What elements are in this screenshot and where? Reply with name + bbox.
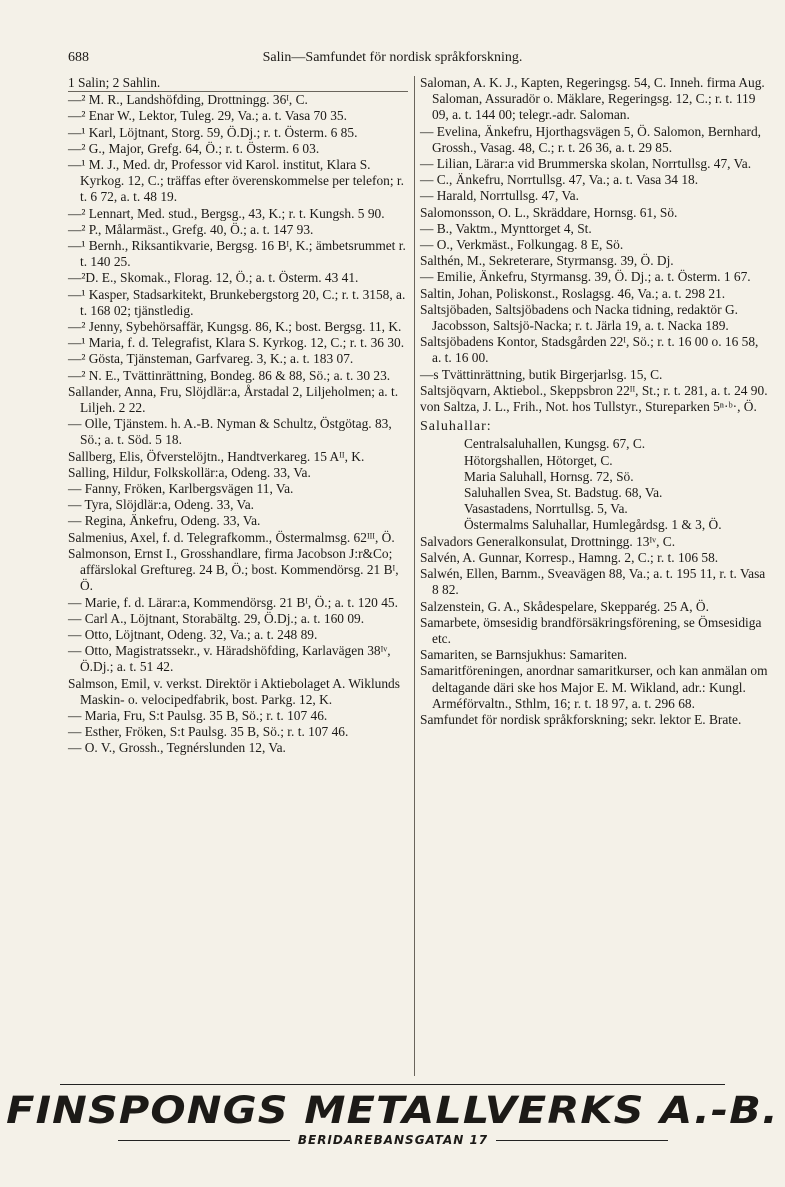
list-item: —s Tvättinrättning, butik Birgerjarlsg. 15, C. — [420, 366, 663, 382]
list-item: Salzenstein, G. A., Skådespelare, Skepparég. 25 A, Ö. — [420, 598, 709, 614]
list-item: —² M. R., Landshöfding, Drottningg. 36ᴵ, C. — [68, 92, 308, 108]
advertisement-title: FINSPONGS METALLVERKS A.-B. — [6, 1089, 779, 1132]
list-item: 1 Salin; 2 Sahlin. — [68, 75, 408, 92]
column-divider — [414, 76, 415, 1076]
list-item: —² Enar W., Lektor, Tuleg. 29, Va.; a. t. Vasa 70 35. — [68, 108, 347, 124]
right-column — [420, 75, 770, 728]
list-item: —² Lennart, Med. stud., Bergsg., 43, K.; r. t. Kungsh. 5 90. — [68, 205, 385, 221]
list-item: — B., Vaktm., Mynttorget 4, St. — [420, 220, 592, 236]
divider — [118, 1140, 290, 1141]
list-item: — O. V., Grossh., Tegnérslunden 12, Va. — [68, 740, 286, 756]
advertisement-address: BERIDAREBANSGATAN 17 — [297, 1133, 489, 1147]
page-header — [0, 50, 785, 72]
list-item: — Tyra, Slöjdlär:a, Odeng. 33, Va. — [68, 497, 255, 513]
list-item: — Otto, Magistratssekr., v. Häradshöfding, Karlavägen 38ᴵᵛ, Ö.Dj.; a. t. 51 42. — [68, 643, 391, 675]
list-item: — Carl A., Löjtnant, Storabältg. 29, Ö.Dj.; a. t. 160 09. — [68, 610, 365, 626]
list-item: Salmonson, Ernst I., Grosshandlare, firma Jacobson J:r&Co; affärslokal Greftureg. 24 B, Ö.; bost. Kommendörsg. 21 Bᴵ, Ö. — [68, 545, 399, 594]
list-item: —² Gösta, Tjänsteman, Garfvareg. 3, K.; a. t. 183 07. — [68, 351, 354, 367]
list-item: Saluhallen Svea, St. Badstug. 68, Va. — [464, 485, 663, 501]
list-item: — Harald, Norrtullsg. 47, Va. — [420, 188, 579, 204]
list-item: Salling, Hildur, Folkskollär:a, Odeng. 33, Va. — [68, 464, 311, 480]
list-item: — Olle, Tjänstem. h. A.-B. Nyman & Schultz, Östgötag. 83, Sö.; a. t. Söd. 5 18. — [68, 416, 392, 448]
list-item: — Lilian, Lärar:a vid Brummerska skolan, Norrtullsg. 47, Va. — [420, 156, 752, 172]
list-item: —¹ Bernh., Riksantikvarie, Bergsg. 16 Bᴵ, K.; ämbetsrummet r. t. 140 25. — [68, 238, 406, 270]
list-item: Salomonsson, O. L., Skräddare, Hornsg. 61, Sö. — [420, 204, 678, 220]
list-item: Samaritföreningen, anordnar samaritkurser, och kan anmälan om deltagande däri ske hos Major E. M. Wikland, adr.: Kungl. Arméförvaltn., Sthlm, 16; r. t. 18 97, a. t. 296 68. — [420, 663, 768, 711]
list-item: Salvén, A. Gunnar, Korresp., Hamng. 2, C.; r. t. 106 58. — [420, 549, 719, 565]
list-item: Samarbete, ömsesidig brandförsäkringsförening, se Ömsesidiga etc. — [420, 614, 762, 646]
list-item: Sallberg, Elis, Öfverstelöjtn., Handtverkareg. 15 Aᴵᴵ, K. — [68, 448, 365, 464]
list-item: Salwén, Ellen, Barnm., Sveavägen 88, Va.; a. t. 195 11, r. t. Vasa 8 82. — [420, 566, 766, 598]
list-item: — Marie, f. d. Lärar:a, Kommendörsg. 21 Bᴵ, Ö.; a. t. 120 45. — [68, 594, 398, 610]
list-item: —¹ Kasper, Stadsarkitekt, Brunkebergstorg 20, C.; r. t. 3158, a. t. 168 02; tjänstledig. — [68, 286, 406, 318]
list-item: — Regina, Änkefru, Odeng. 33, Va. — [68, 513, 261, 529]
list-item: Sallander, Anna, Fru, Slöjdlär:a, Årstadal 2, Liljeholmen; a. t. Liljeh. 2 22. — [68, 383, 399, 416]
list-item: —²D. E., Skomak., Florag. 12, Ö.; a. t. Österm. 43 41. — [68, 270, 359, 286]
list-item: Salmson, Emil, v. verkst. Direktör i Aktiebolaget A. Wiklunds Maskin- o. velocipedfabrik, bost. Parkg. 12, K. — [68, 675, 400, 707]
list-item: Salthén, M., Sekreterare, Styrmansg. 39, Ö. Dj. — [420, 253, 674, 269]
list-item: — Evelina, Änkefru, Hjorthagsvägen 5, Ö. Salomon, Bernhard, Grossh., Vasag. 48, C.; r. t. 26 36, a. t. 29 85. — [420, 123, 762, 155]
list-item: Centralsaluhallen, Kungsg. 67, C. — [464, 436, 646, 452]
advertisement-address-row — [118, 1132, 668, 1148]
section-heading: Saluhallar: — [420, 419, 492, 435]
list-item: — Fanny, Fröken, Karlbergsvägen 11, Va. — [68, 481, 294, 497]
list-item: —² N. E., Tvättinrättning, Bondeg. 86 & 88, Sö.; a. t. 30 23. — [68, 367, 391, 383]
list-item: Saltin, Johan, Poliskonst., Roslagsg. 46, Va.; a. t. 298 21. — [420, 285, 726, 301]
list-item: —¹ Karl, Löjtnant, Storg. 59, Ö.Dj.; r. t. Österm. 6 85. — [68, 124, 358, 140]
left-column — [68, 75, 408, 757]
list-item: —² P., Målarmäst., Grefg. 40, Ö.; a. t. 147 93. — [68, 221, 314, 237]
list-item: Saltsjöbaden, Saltsjöbadens och Nacka tidning, redaktör G. Jacobsson, Saltsjö-Nacka; r. t. Järla 19, a. t. Nacka 189. — [420, 301, 738, 334]
list-item: von Saltza, J. L., Frih., Not. hos Tullstyr., Stureparken 5ⁿ·ᵇ·, Ö. — [420, 399, 757, 415]
list-item: Saloman, A. K. J., Kapten, Regeringsg. 54, C. Inneh. firma Aug. Saloman, Assuradör o. Mäklare, Regeringsg. 12, C.; r. t. 119 09, a. t. 144 00; telegr.-adr. Saloman. — [420, 75, 765, 123]
list-item: Samfundet för nordisk språkforskning; sekr. lektor E. Brate. — [420, 711, 742, 727]
running-title: Salin—Samfundet för nordisk språkforskning. — [262, 50, 523, 65]
list-item: — Emilie, Änkefru, Styrmansg. 39, Ö. Dj.; a. t. Österm. 1 67. — [420, 269, 751, 285]
list-item: —² G., Major, Grefg. 64, Ö.; r. t. Österm. 6 03. — [68, 140, 320, 156]
divider — [496, 1140, 668, 1141]
list-item: Saltsjöbadens Kontor, Stadsgården 22ᴵ, Sö.; r. t. 16 00 o. 16 58, a. t. 16 00. — [420, 334, 759, 366]
list-item: Salvadors Generalkonsulat, Drottningg. 13ᴵᵛ, C. — [420, 533, 676, 549]
list-item: — Otto, Löjtnant, Odeng. 32, Va.; a. t. 248 89. — [68, 626, 318, 642]
list-item: Vasastadens, Norrtullsg. 5, Va. — [464, 501, 628, 517]
list-item: Östermalms Saluhallar, Humlegårdsg. 1 & 3, Ö. — [464, 517, 722, 533]
list-item: Salmenius, Axel, f. d. Telegrafkomm., Östermalmsg. 62ᴵᴵᴵ, Ö. — [68, 529, 395, 545]
list-item: Hötorgshallen, Hötorget, C. — [464, 452, 613, 468]
list-item: —¹ M. J., Med. dr, Professor vid Karol. institut, Klara S. Kyrkog. 12, C.; träffas efter överenskommelse per telefon; r. t. 6 72, a. t. 48 19. — [68, 157, 405, 205]
advertisement-top-rule — [60, 1084, 725, 1085]
list-item: Saltsjöqvarn, Aktiebol., Skeppsbron 22ᴵᴵ, St.; r. t. 281, a. t. 24 90. — [420, 382, 768, 398]
list-item: —¹ Maria, f. d. Telegrafist, Klara S. Kyrkog. 12, C.; r. t. 36 30. — [68, 335, 405, 351]
list-item: —² Jenny, Sybehörsaffär, Kungsg. 86, K.; bost. Bergsg. 11, K. — [68, 319, 402, 335]
list-item: Maria Saluhall, Hornsg. 72, Sö. — [464, 468, 634, 484]
list-item: — Maria, Fru, S:t Paulsg. 35 B, Sö.; r. t. 107 46. — [68, 707, 328, 723]
list-item: — C., Änkefru, Norrtullsg. 47, Va.; a. t. Vasa 34 18. — [420, 172, 699, 188]
list-item: Samariten, se Barnsjukhus: Samariten. — [420, 647, 628, 663]
list-item: — Esther, Fröken, S:t Paulsg. 35 B, Sö.; r. t. 107 46. — [68, 724, 349, 740]
page-number: 688 — [68, 50, 89, 65]
list-item: — O., Verkmäst., Folkungag. 8 E, Sö. — [420, 237, 624, 253]
